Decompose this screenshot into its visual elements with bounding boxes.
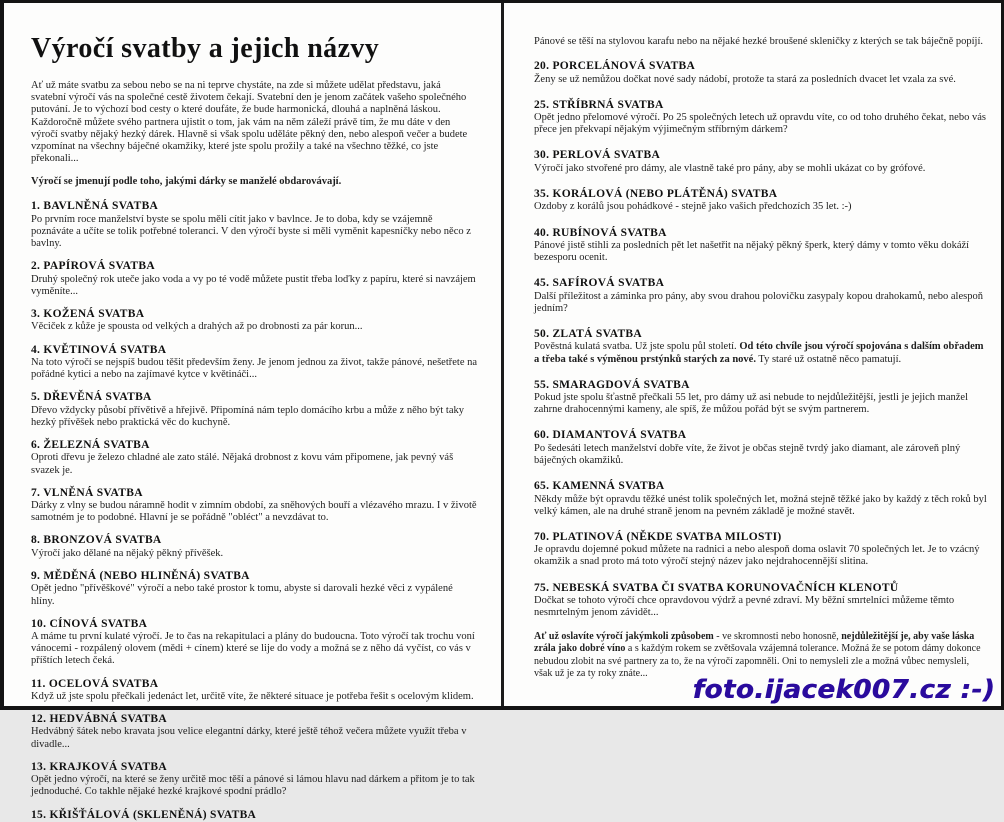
anniversary-item-8 <box>31 533 477 560</box>
anniversary-item-30 <box>534 148 988 175</box>
item-heading: 9. MĚDĚNÁ (NEBO HLINĚNÁ) SVATBA <box>31 569 250 582</box>
item-body: Opět jedno výročí, na které se ženy určitě moc těší a pánové si lámou hlavu nad dárkem a přitom je to tak jednoduché. Co takhle nějaké hezké krajkové spodní prádlo? <box>31 774 475 798</box>
item-body: Výročí jako stvořené pro dámy, ale vlastně také pro pány, aby se mohli ukázat co by grófové. <box>534 162 926 174</box>
item-body: Oproti dřevu je železo chladné ale zato stálé. Nějaká drobnost z kovu vám připomene, jak pevný váš svazek je. <box>31 452 454 476</box>
outro-bold-text: Ať už oslavíte výročí jakýmkoli způsobem <box>534 631 714 643</box>
item-heading: 40. RUBÍNOVÁ SVATBA <box>534 226 667 239</box>
anniversary-item-45 <box>534 276 988 315</box>
item-body: Hedvábný šátek nebo kravata jsou velice elegantní dárky, které ještě téhož večera můžete využít třeba v divadle... <box>31 726 467 750</box>
anniversary-item-5 <box>31 390 477 429</box>
outro-text: a s každým rokem se zvětšovala vzájemná tolerance. Možná že se potom dámy dokonce nebudou zlobit na své partnery za to, že na výročí zapomněli. Oni to nemysleli zle a možná vůbec nemysleli, však už je za ty roky znáte... <box>534 643 981 679</box>
anniversary-item-75 <box>534 581 988 620</box>
item-body: Někdy může být opravdu těžké unést tolik společných let, možná stejně těžké jako by každý z těch roků byl velký kámen, ale na druhé straně jenom na pevném základě je možné stavět. <box>534 493 987 517</box>
item-body: A máme tu první kulaté výročí. Je to čas na rekapitulaci a plány do budoucna. Toto výročí tak trochu voní vánocemi - rozpálený olovem (mědi + cínem) které se lije do vody a možná se z něho dá vyčíst, co vás v příštích letech čeká. <box>31 631 475 667</box>
anniversary-item-6 <box>31 438 477 477</box>
item-body: Je opravdu dojemné pokud můžete na radnici a nebo alespoň doma oslavit 70 společných let. Je to vzácný okamžik a snad proto má toto výročí stejný název jako nejdrahocennější slitina. <box>534 544 980 568</box>
item-heading: 8. BRONZOVÁ SVATBA <box>31 534 162 547</box>
anniversary-item-65 <box>534 479 988 518</box>
item-heading: 15. KŘIŠŤÁLOVÁ (SKLENĚNÁ) SVATBA <box>31 808 257 821</box>
item-body-bold-text: Od této chvíle jsou výročí spojována s dalším obřadem a třeba také s výměnou prstýnků starých za nové. <box>534 341 984 365</box>
item-heading: 5. DŘEVĚNÁ SVATBA <box>31 391 152 404</box>
anniversary-item-3 <box>31 307 477 334</box>
item-heading: 3. KOŽENÁ SVATBA <box>31 307 145 320</box>
anniversary-item-50 <box>534 327 988 366</box>
item-body: Dočkat se tohoto výročí chce opravdovou výdrž a pevné zdraví. My běžní smrtelníci můžeme těmto nesmrtelným jenom závidět... <box>534 594 955 619</box>
item-body: Po prvním roce manželství byste se spolu měli cítit jako v bavlnce. Je to doba, kdy se vzájemně poznáváte a učíte se tolik potřebné toleranci. V den výročí byste si měli vyměnit kapesníčky nebo něco z bavlny. <box>31 213 471 250</box>
intro-lead: Výročí se jmenují podle toho, jakými dárky se manželé obdarovávají. <box>31 176 342 188</box>
item-body: Další příležitost a záminka pro pány, aby svou drahou polovičku zasypaly kopou drahokamů, nebo alespoň jedním? <box>534 290 983 314</box>
anniversary-item-13 <box>31 760 477 799</box>
item-heading: 20. PORCELÁNOVÁ SVATBA <box>534 60 696 73</box>
item-body: Opět jedno přelomové výročí. Po 25 společných letech už opravdu víte, co od toho druhého čekat, nebo vás přece jen překvapí nějakým výjimečným stříbrným dárkem? <box>534 112 986 136</box>
item-body: Ozdoby z korálů jsou pohádkové - stejně jako vašich předchozích 35 let. :-) <box>534 201 852 213</box>
item-heading: 60. DIAMANTOVÁ SVATBA <box>534 429 687 442</box>
item-body: Ženy se už nemůžou dočkat nové sady nádobí, protože ta stará za posledních dvacet let vzala za své. <box>534 73 956 85</box>
page-title: Výročí svatby a jejich názvy <box>31 33 380 64</box>
anniversary-item-7 <box>31 486 477 525</box>
outro-bold-text: nejdůležitější je, aby vaše láska zrála jako dobré víno <box>534 631 975 655</box>
item-heading: 75. NEBESKÁ SVATBA ČI SVATBA KORUNOVAČNÍCH KLENOTŮ <box>534 581 899 594</box>
anniversary-item-11 <box>31 677 477 704</box>
item-body: Pokud jste spolu šťastně přečkali 55 let, pro dámy už asi nebude to nejdůležitější, jestli je jejich manžel zahrne drahocennými kameny, ale spíš, že můžou pořád být se svým partnerem. <box>534 392 969 416</box>
item-body: Dřevo vždycky působí přívětivě a hřejivě. Připomíná nám teplo domácího krbu a může z něho být taky hezký přívěšek nebo praktická věc do kuchyně. <box>31 404 465 428</box>
item-body-text: Ty staré už ostatně něco pamatují. <box>755 353 902 365</box>
anniversary-item-25 <box>534 98 988 137</box>
anniversary-item-40 <box>534 226 988 265</box>
anniversary-item-4 <box>31 343 477 382</box>
item-body <box>534 341 988 365</box>
item-heading: 35. KORÁLOVÁ (NEBO PLÁTĚNÁ) SVATBA <box>534 187 778 200</box>
item-heading: 6. ŽELEZNÁ SVATBA <box>31 438 150 451</box>
item-body: Výročí jako dělané na nějaký pěkný přívěšek. <box>31 547 224 559</box>
item-heading: 70. PLATINOVÁ (NĚKDE SVATBA MILOSTI) <box>534 530 782 543</box>
item-heading: 7. VLNĚNÁ SVATBA <box>31 486 143 499</box>
intro-paragraph: Ať už máte svatbu za sebou nebo se na ni teprve chystáte, na zde si můžete udělat představu, jaká svatební výročí vás na společné cestě životem čekají. Svatební den je jenom začátek vašeho společného putování. Je to výchozí bod cesty o které doufáte, že bude harmonická, dlouhá a naplněná láskou. Každoročně můžete svého partnera ujistit o tom, jak vám na něm záleží právě tím, že mu dáte v den výročí svatby nějaký hezký dárek. Hlavně si však spolu uděláte pěkný den, nebo alespoň večer a budete vzpomínat na všechny báječné okamžiky, které jste spolu prožily a také na všechno těžké, co jste překonali... <box>31 80 468 165</box>
outro-paragraph <box>534 631 988 680</box>
item-heading: 25. STŘÍBRNÁ SVATBA <box>534 98 664 111</box>
item-heading: 10. CÍNOVÁ SVATBA <box>31 617 148 630</box>
item-heading: 50. ZLATÁ SVATBA <box>534 327 643 340</box>
item-body: Na toto výročí se nejspíš budou těšit především ženy. Je jenom jednou za život, takže pánové, nešetřete na pořádné kytici a nebo na zajímavé kytce v květináči... <box>31 356 478 381</box>
anniversary-item-70 <box>534 530 988 569</box>
page-left <box>4 3 501 821</box>
anniversary-item-55 <box>534 378 988 417</box>
item-heading: 30. PERLOVÁ SVATBA <box>534 149 661 162</box>
continuation-paragraph: Pánové se těší na stylovou karafu nebo na nějaké hezké broušené skleničky z kterých se tak báječně popíjí. <box>534 36 984 47</box>
item-heading: 13. KRAJKOVÁ SVATBA <box>31 760 167 773</box>
item-heading: 65. KAMENNÁ SVATBA <box>534 480 665 493</box>
item-body: Věciček z kůže je spousta od velkých a drahých až po drobnosti za pár korun... <box>31 321 363 333</box>
anniversary-item-20 <box>534 59 988 86</box>
item-heading: 55. SMARAGDOVÁ SVATBA <box>534 378 690 391</box>
watermark: foto.ijacek007.cz :-) <box>692 675 995 705</box>
outro-text: - ve skromnosti nebo honosně, <box>713 631 842 643</box>
item-body: Pánové jistě stihli za posledních pět let našetřit na nějaký pěkný šperk, který dámy v tomto věku dokáží bezesporu ocenit. <box>534 239 970 264</box>
anniversary-item-12 <box>31 712 477 751</box>
item-body: Opět jedno "přívěškové" výročí a nebo také prostor k tomu, abyste si darovali hezké věci z vypálené hlíny. <box>31 583 453 607</box>
item-heading: 1. BAVLNĚNÁ SVATBA <box>31 200 159 213</box>
anniversary-item-9 <box>31 569 477 608</box>
item-body: Druhý společný rok uteče jako voda a vy po té vodě můžete pustit třeba loďky z papíru, které si navzájem vyměníte... <box>31 273 476 297</box>
item-heading: 12. HEDVÁBNÁ SVATBA <box>31 713 167 726</box>
item-heading: 45. SAFÍROVÁ SVATBA <box>534 277 665 290</box>
anniversary-item-10 <box>31 617 477 668</box>
anniversary-item-60 <box>534 428 988 467</box>
item-body-text: Pověstná kulatá svatba. Už jste spolu půl století. <box>534 341 740 353</box>
page-right <box>504 3 1004 706</box>
item-body: Po šedesáti letech manželství dobře víte, že život je občas stejně tvrdý jako diamant, ale zároveň plný báječných okamžiků. <box>534 442 961 466</box>
anniversary-item-35 <box>534 187 988 214</box>
item-body: Když už jste spolu přečkali jedenáct let, určitě víte, že některé situace je potřeba řešit s ocelovým klidem. <box>31 690 474 702</box>
anniversary-item-1 <box>31 199 477 250</box>
item-body: Dárky z vlny se budou náramně hodit v zimním období, za sněhových bouří a vlézavého mrazu. I v životě samotném je to podobné. Hlavní je se pořádně "obléct" a nevzdávat to. <box>31 500 477 524</box>
item-heading: 11. OCELOVÁ SVATBA <box>31 677 159 690</box>
item-heading: 4. KVĚTINOVÁ SVATBA <box>31 343 167 356</box>
item-heading: 2. PAPÍROVÁ SVATBA <box>31 260 155 273</box>
anniversary-item-2 <box>31 259 477 298</box>
anniversary-item-15 <box>31 808 477 822</box>
